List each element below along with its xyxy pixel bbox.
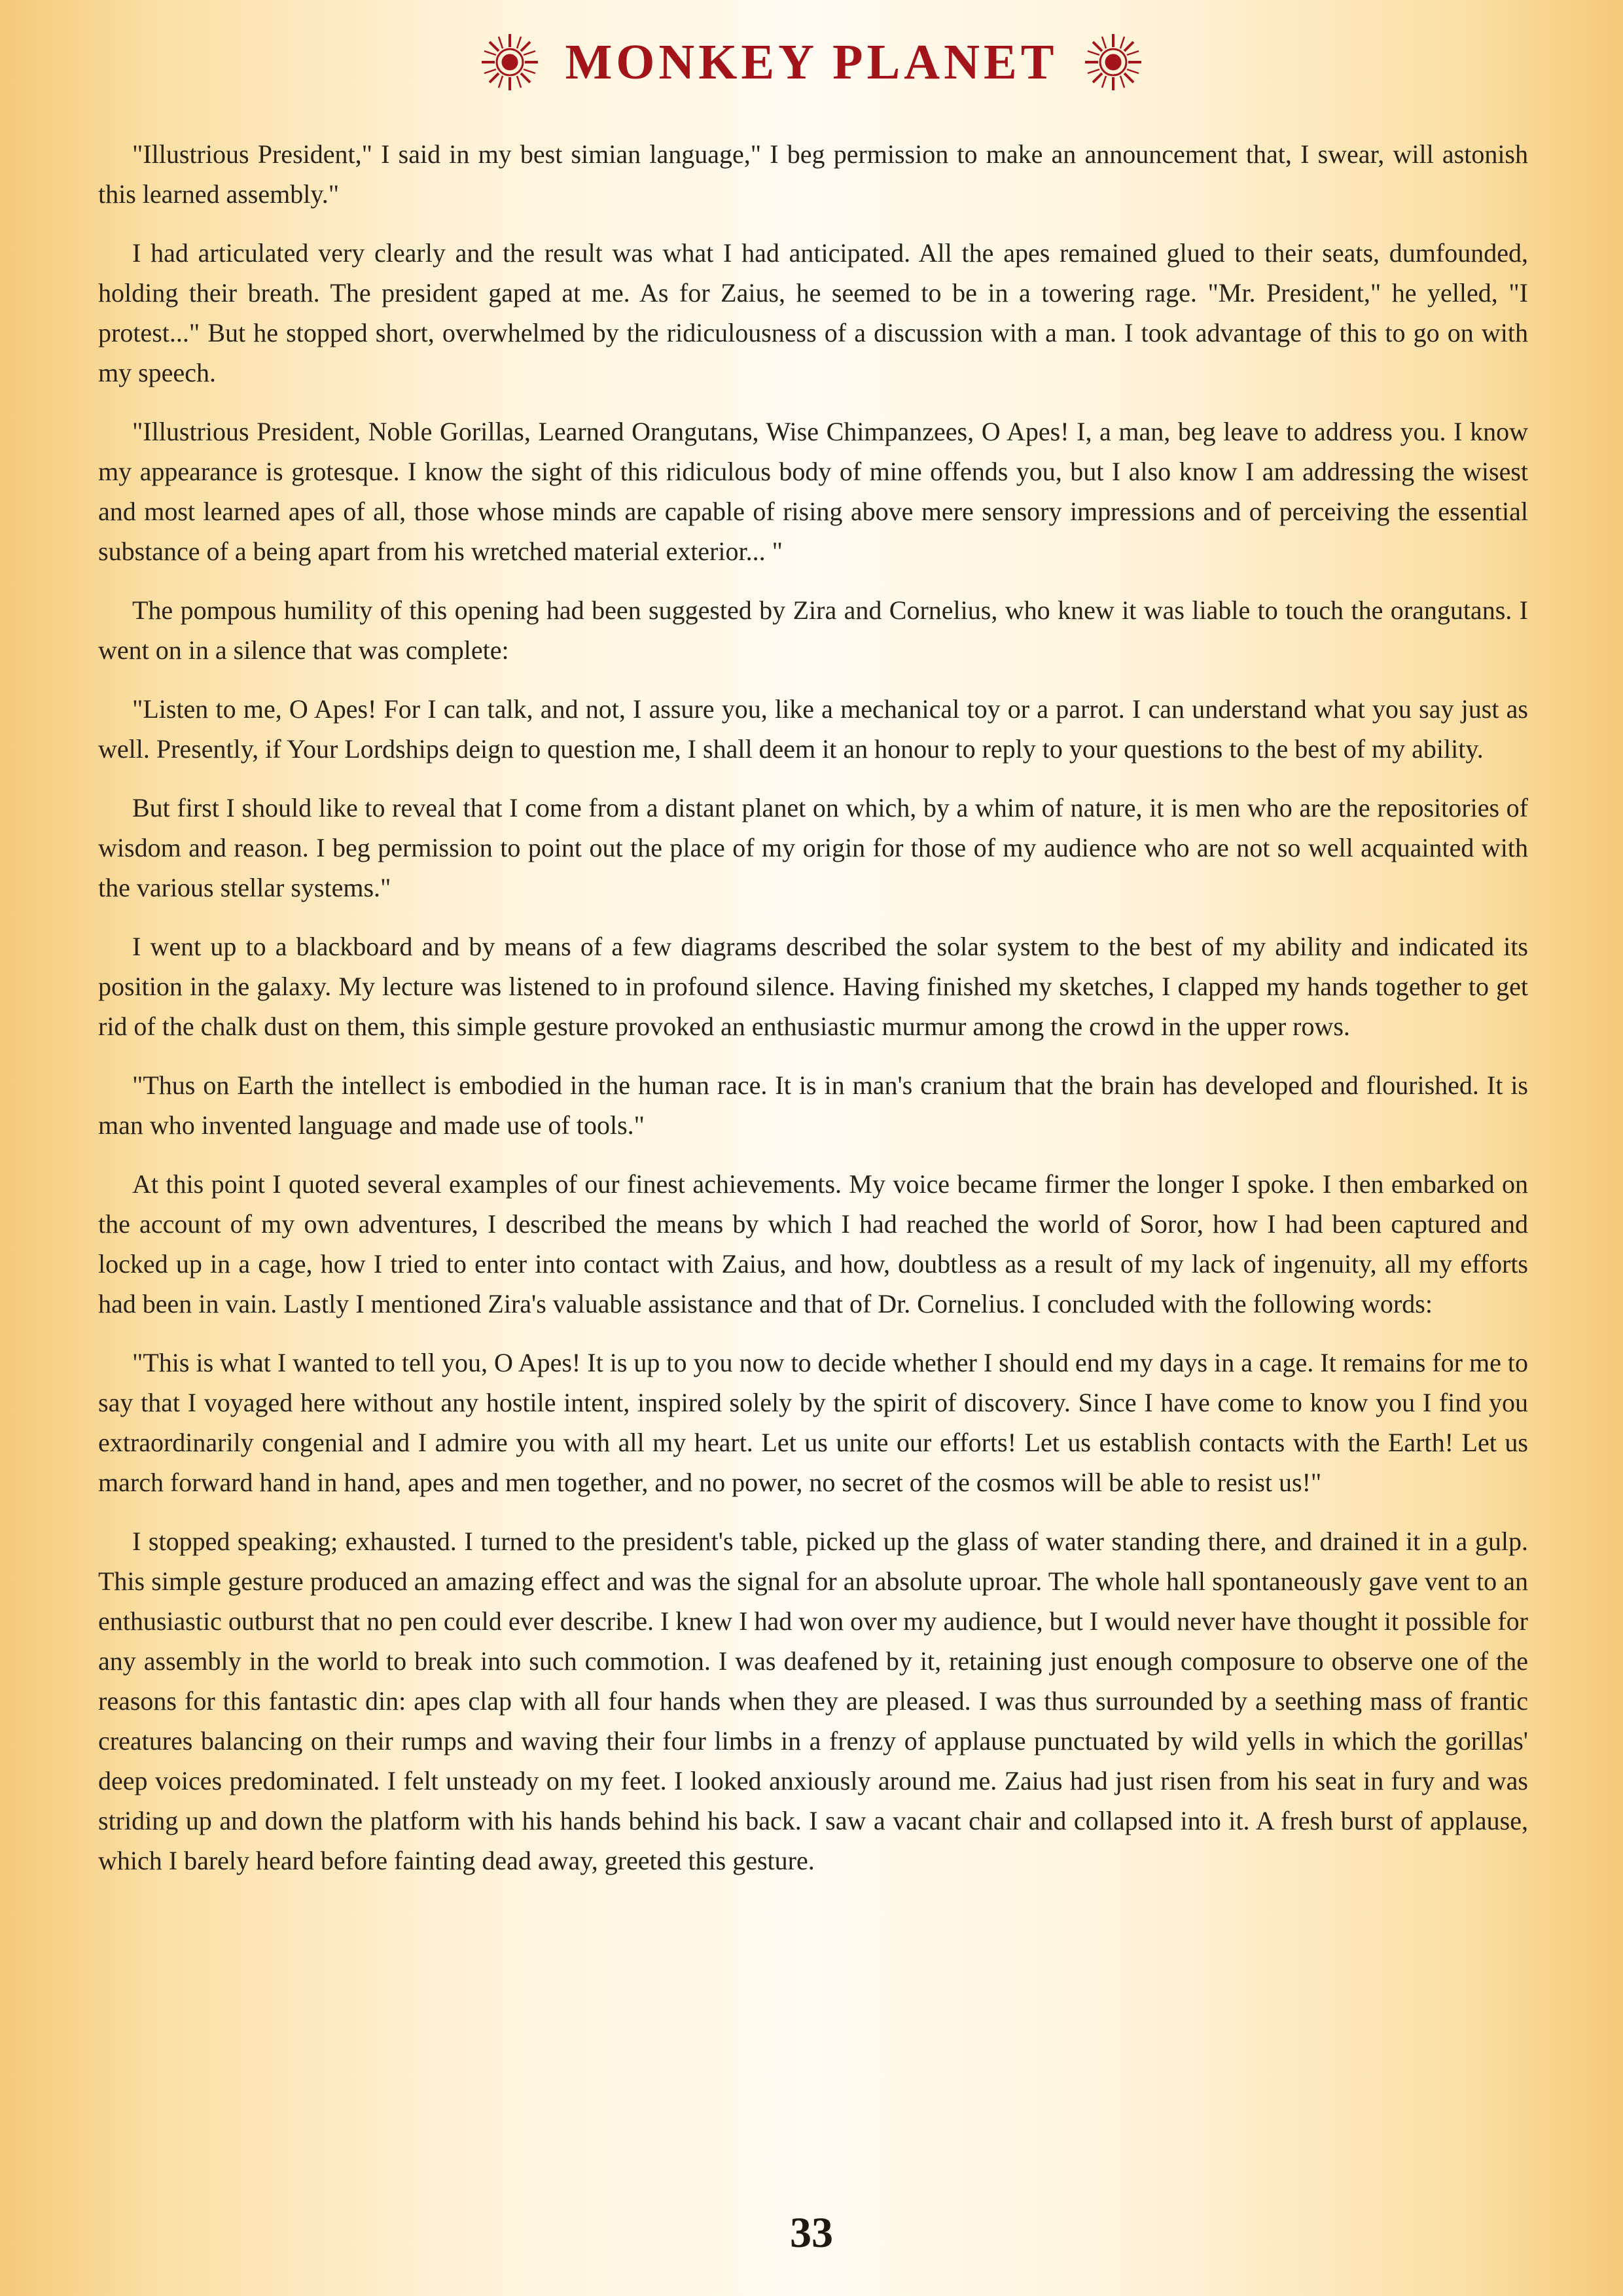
body-text — [98, 134, 1528, 1899]
page-title: MONKEY PLANET — [565, 34, 1058, 90]
paragraph: I went up to a blackboard and by means of a few diagrams described the solar system to the best of my ability and indicated its position in the galaxy. My lecture was listened to in profound silence. Having finished my sketches, I clapped my hands together to get rid of the chalk dust on them, this simple gesture provoked an enthusiastic murmur among the crowd in the upper rows. — [98, 932, 1528, 1041]
sunburst-ornament-icon — [480, 33, 539, 92]
paragraph: "Listen to me, O Apes! For I can talk, and not, I assure you, like a mechanical toy or a parrot. I can understand what you say just as well. Presently, if Your Lordships deign to question me, I shall deem it an honour to reply to your questions to the best of my ability. — [98, 694, 1528, 764]
paragraph: At this point I quoted several examples of our finest achievements. My voice became firmer the longer I spoke. I then embarked on the account of my own adventures, I described the means by which I had reached the world of Soror, how I had been captured and locked up in a cage, how I tried to enter into contact with Zaius, and how, doubtless as a result of my lack of ingenuity, all my efforts had been in vain. Lastly I mentioned Zira's valuable assistance and that of Dr. Cornelius. I concluded with the following words: — [98, 1169, 1528, 1318]
paragraph: "This is what I wanted to tell you, O Apes! It is up to you now to decide whether I should end my days in a cage. It remains for me to say that I voyaged here without any hostile intent, inspired solely by the spirit of discovery. Since I have come to know you I find you extraordinarily congenial and I admire you with all my heart. Let us unite our efforts! Let us establish contacts with the Earth! Let us march forward hand in hand, apes and men together, and no power, no secret of the cosmos will be able to resist us!" — [98, 1348, 1528, 1497]
paragraph: I had articulated very clearly and the result was what I had anticipated. All the apes remained glued to their seats, dumfounded, holding their breath. The president gaped at me. As for Zaius, he seemed to be in a towering rage. "Mr. President," he yelled, "I protest..." But he stopped short, overwhelmed by the ridiculousness of a discussion with a man. I took advantage of this to go on with my speech. — [98, 238, 1528, 387]
paragraph: "Illustrious President," I said in my best simian language," I beg permission to make an announcement that, I swear, will astonish this learned assembly." — [98, 139, 1528, 209]
paragraph: "Thus on Earth the intellect is embodied in the human race. It is in man's cranium that the brain has developed and flourished. It is man who invented language and made use of tools." — [98, 1070, 1528, 1140]
sunburst-ornament-icon — [1084, 33, 1143, 92]
page-number: 33 — [790, 2209, 833, 2257]
paragraph: The pompous humility of this opening had been suggested by Zira and Cornelius, who knew it was liable to touch the orangutans. I went on in a silence that was complete: — [98, 595, 1528, 665]
paragraph: I stopped speaking; exhausted. I turned to the president's table, picked up the glass of water standing there, and drained it in a gulp. This simple gesture produced an amazing effect and was the signal for an absolute uproar. The whole hall spontaneously gave vent to an enthusiastic outburst that no pen could ever describe. I knew I had won over my audience, but I would never have thought it possible for any assembly in the world to break into such commotion. I was deafened by it, retaining just enough composure to observe one of the reasons for this fantastic din: apes clap with all four hands when they are pleased. I was thus surrounded by a seething mass of frantic creatures balancing on their rumps and waving their four limbs in a frenzy of applause punctuated by wild yells in which the gorillas' deep voices predominated. I felt unsteady on my feet. I looked anxiously around me. Zaius had just risen from his seat in fury and was striding up and down the platform with his hands behind his back. I saw a vacant chair and collapsed into it. A fresh burst of applause, which I barely heard before fainting dead away, greeted this gesture. — [98, 1527, 1528, 1875]
page-header — [0, 26, 1623, 98]
paragraph: "Illustrious President, Noble Gorillas, Learned Orangutans, Wise Chimpanzees, O Apes! I, a man, beg leave to address you. I know my appearance is grotesque. I know the sight of this ridiculous body of mine offends you, but I also know I am addressing the wisest and most learned apes of all, those whose minds are capable of rising above mere sensory impressions and of perceiving the essential substance of a being apart from his wretched material exterior... " — [98, 417, 1528, 566]
paragraph: But first I should like to reveal that I come from a distant planet on which, by a whim of nature, it is men who are the repositories of wisdom and reason. I beg permission to point out the place of my origin for those of my audience who are not so well acquainted with the various stellar systems." — [98, 793, 1528, 902]
